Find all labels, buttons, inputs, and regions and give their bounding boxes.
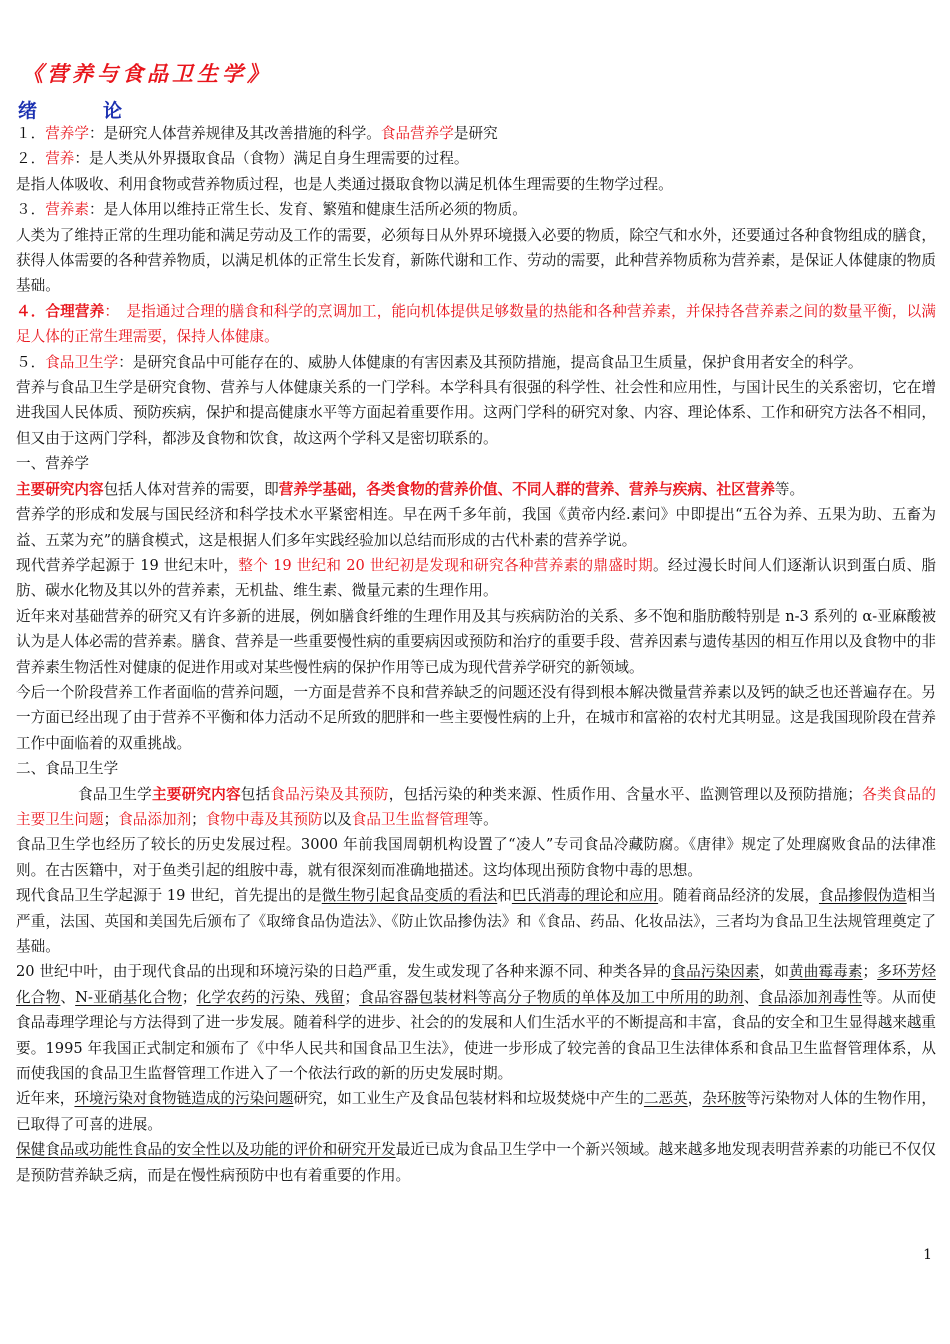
term-nutriology: 营养学 xyxy=(45,125,89,142)
underlined-text: 化学农药的污染、残留 xyxy=(196,988,345,1006)
text: 现代食品卫生学起源于 19 世纪，首先提出的是 xyxy=(16,887,322,905)
highlight: 整个 19 世纪和 20 世纪初是发现和研究各种营养素的鼎盛时期 xyxy=(238,556,654,574)
text: ； xyxy=(344,988,360,1006)
definition-nutrition xyxy=(16,146,936,171)
text: ，如 xyxy=(759,963,790,981)
text: 等。从而使食品毒理学理论与方法得到了进一步发展。随着科学的进步、社会的的发展和人们生活水平的不断提高和丰富，食品的安全和卫生显得越来越重要。1995 年我国正式制定和颁布了《中华人民共和国食品卫生法》，使进一步形成了较完善的食品卫生法律体系和食品卫生监督管理体系，从而使我国的食品卫生监督管理工作进入了一个依法行政的新的历史发展时期。 xyxy=(16,988,936,1083)
definition-text: 是研究 xyxy=(453,125,498,142)
paragraph xyxy=(16,959,936,1086)
definition-nutriology xyxy=(16,121,936,146)
definition-text: ： 是指通过合理的膳食和科学的烹调加工，能向机体提供足够数量的热能和各种营养素，并保持各营养素之间的数量平衡，以满足人体的正常生理需要，保持人体健康。 xyxy=(16,302,936,346)
paragraph: 食品卫生学也经历了较长的历史发展过程。3000 年前我国周朝机构设置了“凌人”专司食品冷藏防腐。《唐律》规定了处理腐败食品的法律准则。在古医籍中，对于鱼类引起的组胺中毒，就有很深刻而准确地描述。这均体现出预防食物中毒的思想。 xyxy=(16,836,936,879)
definition-text: ：是研究人体营养规律及其改善措施的科学。 xyxy=(89,125,381,142)
text: 现代营养学起源于 19 世纪末叶， xyxy=(16,556,239,574)
underlined-text: 巴氏消毒的理论和应用 xyxy=(511,887,659,905)
paragraph xyxy=(16,883,936,959)
highlight: 食品添加剂 xyxy=(118,810,192,828)
highlight: 营养学基础，各类食物的营养价值、不同人群的营养、营养与疾病、社区营养 xyxy=(278,480,775,498)
section-title-nutriology: 一、营养学 xyxy=(16,455,89,473)
definition-text: ：是人体用以维持正常生长、发育、繁殖和健康生活所必须的物质。 xyxy=(89,201,527,219)
text: 以及 xyxy=(322,810,352,828)
highlight: 食品污染及其预防 xyxy=(270,785,389,803)
underlined-text: 食品容器包装材料等高分子物质的单体及加工中所用的助剂 xyxy=(359,988,744,1006)
underlined-text: 杂环胺 xyxy=(702,1090,747,1108)
underlined-text: 食品污染因素 xyxy=(671,963,760,981)
underlined-text: 多环芳烃化合物 xyxy=(16,963,936,1006)
paragraph-main-content xyxy=(16,782,936,833)
heading-char-2: 论 xyxy=(103,100,123,122)
underlined-text: 二恶英 xyxy=(643,1090,688,1108)
underlined-text: 食品添加剂毒性 xyxy=(758,988,863,1006)
text: 包括人体对营养的需要，即 xyxy=(103,480,279,498)
highlight: 主要研究内容 xyxy=(16,480,104,498)
text: 食品卫生学 xyxy=(78,785,152,803)
term-food-nutriology: 食品营养学 xyxy=(380,125,454,142)
paragraph-main-content xyxy=(16,477,936,502)
highlight: 各类食品的主要卫生问题 xyxy=(16,785,936,828)
highlight: 食品卫生监督管理 xyxy=(351,810,469,828)
paragraph: 营养与食品卫生学是研究食物、营养与人体健康关系的一门学科。本学科具有很强的科学性、社会性和应用性，与国计民生的关系密切，它在增进我国人民体质、预防疾病，保护和提高健康水平等方面起着重要作用。这两门学科的研究对象、内容、理论体系、工作和研究方法各不相同，但又由于这两门学科，都涉及食物和饮食，故这两个学科又是密切联系的。 xyxy=(16,379,936,447)
text: 、 xyxy=(60,988,76,1006)
underlined-text: 保健食品或功能性食品的安全性以及功能的评价和研究开发 xyxy=(16,1141,396,1159)
paragraph xyxy=(16,553,936,604)
text: 。经过漫长时间人们逐渐认识到蛋白质、脂肪、碳水化物及其以外的营养素，无机盐、维生素、微量元素的生理作用。 xyxy=(16,556,936,600)
section-title-food-hygiene: 二、食品卫生学 xyxy=(16,760,119,778)
highlight: 主要研究内容 xyxy=(151,785,241,803)
paragraph: 是指人体吸收、利用食物或营养物质过程，也是人类通过摄取食物以满足机体生理需要的生物学过程。 xyxy=(16,175,673,193)
underlined-text: 黄曲霉毒素 xyxy=(789,963,863,981)
item-number: ３． xyxy=(16,201,46,219)
text: 。随着商品经济的发展， xyxy=(658,887,819,905)
highlight: 食物中毒及其预防 xyxy=(205,810,323,828)
item-number: ４． xyxy=(16,302,46,320)
underlined-text: 食品掺假伪造 xyxy=(818,887,907,905)
heading-char-1: 绪 xyxy=(18,100,38,122)
text: 包括 xyxy=(240,785,271,803)
underlined-text: 微生物引起食品变质的看法 xyxy=(321,887,498,905)
definition-rational-nutrition xyxy=(16,299,936,350)
text: ，包括污染的种类来源、性质作用、含量水平、监测管理以及预防措施； xyxy=(388,785,862,803)
term-rational-nutrition: 合理营养 xyxy=(45,302,105,320)
text: 和 xyxy=(497,887,512,905)
text: ； xyxy=(181,988,197,1006)
page-number: 1 xyxy=(923,1247,932,1263)
paragraph: 近年来对基础营养的研究又有许多新的进展，例如膳食纤维的生理作用及其与疾病防治的关系、多不饱和脂肪酸特别是 n-3 系列的 α-亚麻酸被认为是人体必需的营养素。膳食、营养是一些重要慢性病的重要病因或预防和治疗的重要手段、营养因素与遗传基因的相互作用以及食物中的非营养素生物活性对健康的促进作用或对某些慢性病的保护作用等已成为现代营养学研究的新领域。 xyxy=(16,607,936,676)
paragraph xyxy=(16,1086,936,1137)
text: 、 xyxy=(743,988,759,1006)
text: ； xyxy=(103,810,119,828)
definition-food-hygiene xyxy=(16,350,936,375)
definition-text: ：是研究食品中可能存在的、威胁人体健康的有害因素及其预防措施，提高食品卫生质量，保护食用者安全的科学。 xyxy=(118,353,863,371)
underlined-text: 环境污染对食物链造成的污染问题 xyxy=(74,1090,294,1108)
term-nutrient: 营养素 xyxy=(45,201,89,219)
text: ； xyxy=(862,963,878,981)
section-heading-introduction xyxy=(18,96,122,123)
paragraph: 人类为了维持正常的生理功能和满足劳动及工作的需要，必须每日从外界环境摄入必要的物质，除空气和水外，还要通过各种食物组成的膳食，获得人体需要的各种营养物质，以满足机体的正常生长发育，新陈代谢和工作、劳动的需要，此种营养物质称为营养素，是保证人体健康的物质基础。 xyxy=(16,226,936,295)
paragraph: 今后一个阶段营养工作者面临的营养问题，一方面是营养不良和营养缺乏的问题还没有得到根本解决微量营养素以及钙的缺乏也还普遍存在。另一方面已经出现了由于营养不平衡和体力活动不足所致的肥胖和一些主要慢性病的上升，在城市和富裕的农村尤其明显。这是我国现阶段在营养工作中面临着的双重挑战。 xyxy=(16,683,936,752)
text: 等。 xyxy=(774,480,805,498)
text: 相当严重，法国、英国和美国先后颁布了《取缔食品伪造法》、《防止饮品掺伪法》和《食品、药品、化妆品法》，三者均为食品卫生法规管理奠定了基础。 xyxy=(16,887,936,955)
document-title: 《营养与食品卫生学》 xyxy=(22,61,272,86)
text: 20 世纪中叶，由于现代食品的出现和环境污染的日趋严重，发生或发现了各种来源不同、种类各异的 xyxy=(16,963,672,981)
underlined-text: N-亚硝基化合物 xyxy=(75,988,182,1006)
document-body xyxy=(16,121,936,1188)
paragraph: 营养学的形成和发展与国民经济和科学技术水平紧密相连。早在两千多年前，我国《黄帝内经.素问》中即提出“五谷为养、五果为助、五畜为益、五菜为充”的膳食模式，这是根据人们多年实践经验加以总结而形成的古代朴素的营养学说。 xyxy=(16,506,936,549)
text: 研究，如工业生产及食品包装材料和垃圾焚烧中产生的 xyxy=(293,1090,644,1108)
term-nutrition: 营养 xyxy=(45,150,75,168)
definition-text: ：是人类从外界摄取食品（食物）满足自身生理需要的过程。 xyxy=(74,150,469,168)
text: 近年来， xyxy=(16,1090,75,1108)
item-number: ５． xyxy=(16,353,46,371)
item-number: ２． xyxy=(16,150,46,168)
paragraph xyxy=(16,1137,936,1188)
term-food-hygiene: 食品卫生学 xyxy=(45,353,119,371)
definition-nutrient xyxy=(16,197,936,222)
text: 最近已成为食品卫生学中一个新兴领域。越来越多地发现表明营养素的功能已不仅仅是预防营养缺乏病，而是在慢性病预防中也有着重要的作用。 xyxy=(16,1141,936,1184)
text: ， xyxy=(687,1090,703,1108)
text: ； xyxy=(191,810,206,828)
text: 等污染物对人体的生物作用，已取得了可喜的进展。 xyxy=(16,1090,936,1133)
item-number: １． xyxy=(16,125,46,142)
text: 等。 xyxy=(468,810,498,828)
